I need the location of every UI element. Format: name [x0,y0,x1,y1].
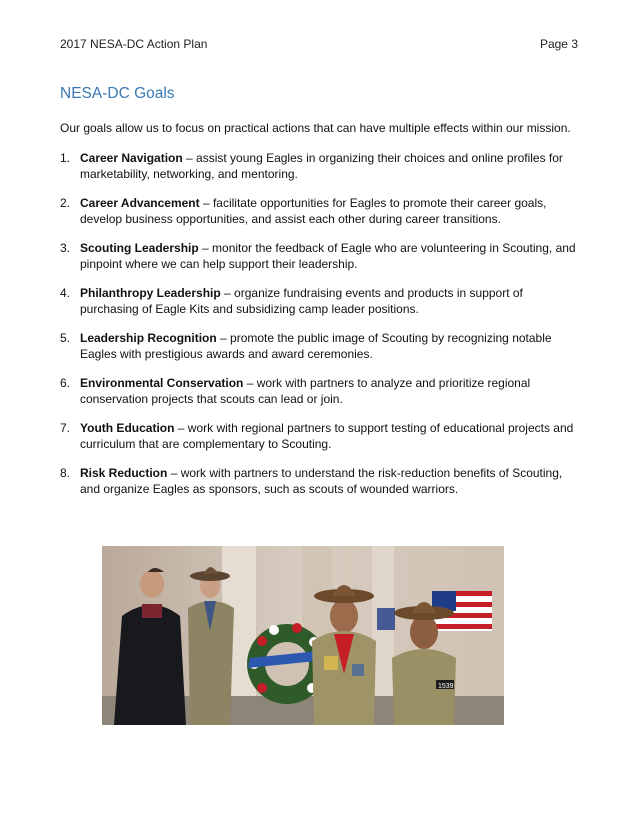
section-title: NESA-DC Goals [60,85,175,102]
goal-item [60,285,580,317]
goal-text: – promote the public image of Scouting by recognizing notable Eagles with prestigious awards and award ceremonies. [80,331,552,361]
goal-item [60,195,580,227]
goal-title: Career Advancement [80,196,200,210]
header-page-number: Page 3 [539,37,578,51]
goal-text: – work with partners to understand the risk-reduction benefits of Scouting, and organize Eagles as sponsors, such as scouts of wounded warriors. [80,466,563,496]
goal-item [60,150,580,182]
goal-title: Scouting Leadership [80,241,199,255]
goal-item [60,330,580,362]
goal-item [60,240,580,272]
goal-number: 3. [60,241,71,255]
goal-title: Youth Education [80,421,175,435]
goal-number: 7. [60,421,71,435]
header-doc-title: 2017 NESA-DC Action Plan [60,37,208,51]
intro-paragraph: Our goals allow us to focus on practical actions that can have multiple effects within our mission. [60,121,571,135]
goal-title: Career Navigation [80,151,183,165]
goal-text: – monitor the feedback of Eagle who are volunteering in Scouting, and pinpoint where we can help support their leadership. [80,241,576,271]
goal-text: – organize fundraising events and products in support of purchasing of Eagle Kits and subsidizing camp leader positions. [80,286,523,316]
goal-title: Environmental Conservation [80,376,244,390]
goal-item [60,465,580,497]
page-header [60,37,578,55]
goal-item [60,375,580,407]
goal-text: – assist young Eagles in organizing their choices and online profiles for marketability, networking, and mentoring. [80,151,563,181]
goal-title: Philanthropy Leadership [80,286,221,300]
goal-text: – work with partners to analyze and prioritize regional conservation projects that scouts can lead or join. [80,376,531,406]
scouts-photo [102,546,504,725]
goal-item [60,420,580,452]
goal-title: Risk Reduction [80,466,168,480]
badge-number: 1539 [438,683,454,690]
goal-text: – facilitate opportunities for Eagles to promote their career goals, develop business opportunities, and assist each other during career transitions. [80,196,547,226]
goal-text: – work with regional partners to support testing of educational projects and curriculum that are complementary to Scouting. [80,421,574,451]
goal-title: Leadership Recognition [80,331,217,345]
goals-list [60,150,580,510]
goal-number: 8. [60,466,71,480]
goal-number: 2. [60,196,71,210]
goal-number: 5. [60,331,71,345]
goal-number: 1. [60,151,71,165]
goal-number: 6. [60,376,71,390]
goal-number: 4. [60,286,71,300]
